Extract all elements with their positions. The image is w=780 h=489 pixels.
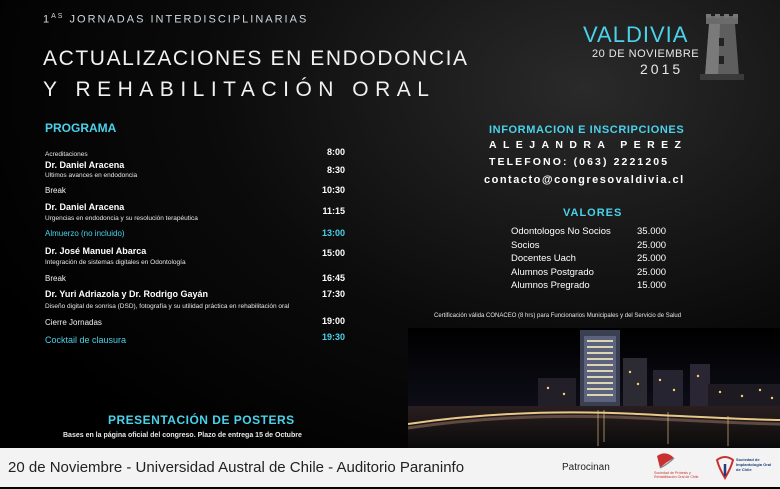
city-night-photo <box>408 328 780 448</box>
program-item: Almuerzo (no incluido) <box>45 229 125 238</box>
program-item: Urgencias en endodoncia y su resolución terapéutica <box>45 215 198 222</box>
program-time: 10:30 <box>321 185 345 195</box>
programa-title: PROGRAMA <box>45 121 117 135</box>
price-row <box>511 226 681 240</box>
programa-list <box>45 143 350 345</box>
footer-bar <box>0 448 780 487</box>
program-item: Cocktail de clausura <box>45 335 127 345</box>
program-row <box>45 256 350 268</box>
program-row <box>45 268 350 285</box>
footer-text: 20 de Noviembre - Universidad Austral de Chile - Auditorio Paraninfo <box>8 459 465 476</box>
sponsor-logo-2-icon <box>714 454 736 482</box>
program-item: Diseño digital de sonrisa (DSD), fotografía y su utilidad práctica en rehabilitación oral <box>45 303 290 310</box>
program-time: 15:00 <box>321 248 345 258</box>
program-row <box>45 285 350 300</box>
contact-phone: TELEFONO: (063) 2221205 <box>489 156 670 168</box>
program-row <box>45 328 350 345</box>
program-speaker: Dr. Yuri Adriazola y Dr. Rodrigo Gayán <box>45 289 209 299</box>
sponsor-logo-implantologia <box>714 452 774 484</box>
program-item: Ultimos avances en endodoncia <box>45 172 138 179</box>
event-date: 20 DE NOVIEMBRE <box>592 48 700 60</box>
price-label: Alumnos Pregrado <box>511 280 590 291</box>
sponsor-logo-protesis <box>652 452 706 484</box>
price-row <box>511 240 681 254</box>
posters-title: PRESENTACIÓN DE POSTERS <box>108 413 295 427</box>
program-item: Cierre Jornadas <box>45 318 102 327</box>
title-line-2: Y REHABILITACIÓN ORAL <box>43 78 436 101</box>
price-row <box>511 267 681 281</box>
price-value: 35.000 <box>637 226 667 237</box>
edition-number: 1 <box>43 13 52 26</box>
price-row <box>511 280 681 294</box>
certification-note: Certificación válida CONACEO (8 hrs) para Funcionarios Municipales y del Servicio de Salud <box>434 313 682 319</box>
program-item: Break <box>45 274 66 283</box>
program-time: 19:00 <box>321 316 345 326</box>
program-item: Acreditaciones <box>45 151 88 158</box>
program-row <box>45 143 350 156</box>
program-row <box>45 242 350 256</box>
posters-text: Bases en la página oficial del congreso. Plazo de entrega 15 de Octubre <box>63 432 302 439</box>
program-row <box>45 198 350 212</box>
price-label: Odontologos No Socios <box>511 226 611 237</box>
program-time: 11:15 <box>322 206 345 216</box>
price-label: Alumnos Postgrado <box>511 266 594 278</box>
price-value: 25.000 <box>637 266 667 278</box>
valores-table <box>511 226 681 294</box>
program-row <box>45 224 350 242</box>
sponsor-logo-1-text: Sociedad de Prótesis y Rehabilitación Oral de Chile <box>654 471 699 480</box>
sponsors-label: Patrocinan <box>562 462 610 473</box>
edition-superscript: AS <box>51 13 65 20</box>
tower-icon <box>700 14 744 80</box>
title-line-1: ACTUALIZACIONES EN ENDODONCIA <box>43 47 469 70</box>
program-row <box>45 311 350 328</box>
price-value: 25.000 <box>637 253 667 264</box>
program-speaker: Dr. José Manuel Abarca <box>45 246 147 256</box>
program-speaker: Dr. Daniel Aracena <box>45 160 125 170</box>
price-row <box>511 253 681 267</box>
program-time: 19:30 <box>321 332 345 342</box>
sponsor-logo-2-text: Sociedad de Implantología Oral de Chile <box>736 457 772 472</box>
event-year: 2015 <box>640 61 684 77</box>
city-name: VALDIVIA <box>583 22 689 47</box>
valores-title: VALORES <box>563 207 623 219</box>
program-time: 17:30 <box>321 289 345 299</box>
contact-email: contacto@congresovaldivia.cl <box>484 174 685 186</box>
contact-name: ALEJANDRA PEREZ <box>489 139 688 151</box>
price-label: Docentes Uach <box>511 253 576 264</box>
program-row <box>45 300 350 311</box>
price-label: Socios <box>511 239 540 251</box>
program-item: Break <box>45 186 66 195</box>
price-value: 25.000 <box>637 239 667 251</box>
program-row <box>45 156 350 170</box>
info-title: INFORMACION E INSCRIPCIONES <box>489 124 685 136</box>
program-time: 8:00 <box>326 147 345 157</box>
program-speaker: Dr. Daniel Aracena <box>45 202 125 212</box>
program-time: 13:00 <box>321 228 345 238</box>
program-time: 16:45 <box>321 273 345 283</box>
price-value: 15.000 <box>637 280 667 291</box>
program-item: Integración de sistemas digitales en Odontología <box>45 259 186 266</box>
edition-line <box>43 13 308 26</box>
program-row <box>45 181 350 198</box>
edition-text: JORNADAS INTERDISCIPLINARIAS <box>64 13 309 26</box>
program-time: 8:30 <box>326 165 345 175</box>
